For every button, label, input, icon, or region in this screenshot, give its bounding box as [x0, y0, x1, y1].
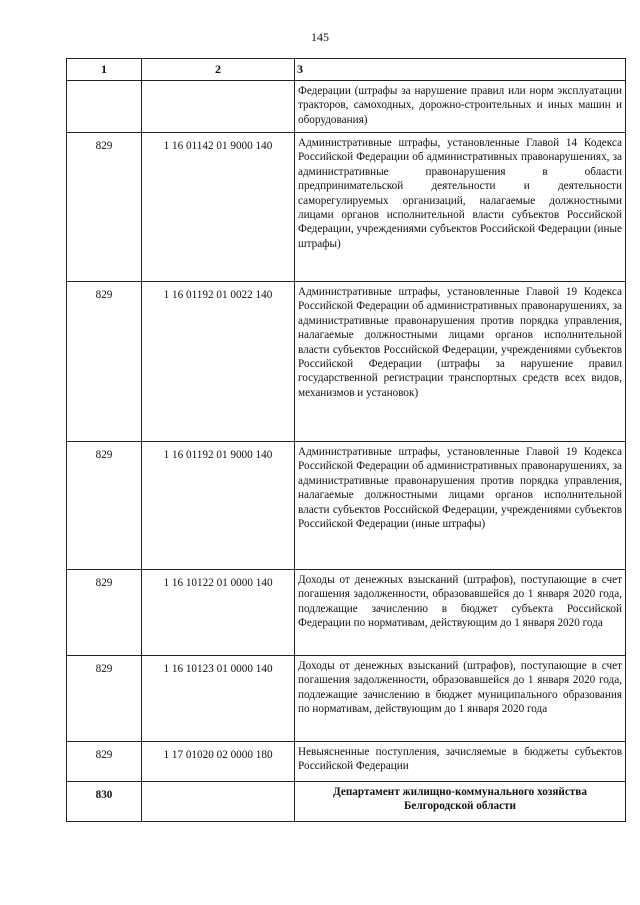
budget-code-cell: 1 17 01020 02 0000 180 — [142, 742, 295, 782]
admin-code-cell: 829 — [67, 133, 142, 282]
table-row — [67, 282, 626, 442]
admin-code-cell — [67, 81, 142, 133]
table-row — [67, 442, 626, 570]
budget-code-cell: 1 16 01142 01 9000 140 — [142, 133, 295, 282]
budget-code-cell: 1 16 01192 01 9000 140 — [142, 442, 295, 570]
header-col-1: 1 — [67, 59, 142, 81]
department-heading-row — [67, 782, 626, 822]
budget-code-cell — [142, 782, 295, 822]
header-col-2: 2 — [142, 59, 295, 81]
admin-code-cell: 829 — [67, 442, 142, 570]
table-row — [67, 570, 626, 656]
description-cell: Доходы от денежных взысканий (штрафов), поступающие в счет погашения задолженности, образовавшейся до 1 января 2020 года, подлежащие зачислению в бюджет субъекта Российской Федерации по нормативам, действующим до 1 января 2020 года — [295, 570, 626, 656]
department-name-cell: Департамент жилищно-коммунального хозяйства Белгородской области — [295, 782, 626, 822]
admin-code-cell: 829 — [67, 656, 142, 742]
budget-code-cell — [142, 81, 295, 133]
budget-code-table — [66, 58, 626, 822]
page-number: 145 — [311, 30, 329, 44]
description-cell: Административные штрафы, установленные Главой 19 Кодекса Российской Федерации об административных правонарушениях, за административные правонарушения против порядка управления, налагаемые должностными лицами органов исполнительной власти субъектов Российской Федерации, учреждениями субъектов Российской Федерации (штрафы за нарушение правил государственной регистрации транспортных средств всех видов, механизмов и установок) — [295, 282, 626, 442]
description-cell: Административные штрафы, установленные Главой 14 Кодекса Российской Федерации об административных правонарушениях, за административные правонарушения в области предпринимательской деятельности и деятельности саморегулируемых организаций, налагаемые должностными лицами органов исполнительной власти субъектов Российской Федерации, учреждениями субъектов Российской Федерации (иные штрафы) — [295, 133, 626, 282]
budget-code-cell: 1 16 01192 01 0022 140 — [142, 282, 295, 442]
budget-code-cell: 1 16 10122 01 0000 140 — [142, 570, 295, 656]
admin-code-cell: 829 — [67, 742, 142, 782]
header-col-3: 3 — [295, 59, 626, 81]
admin-code-cell: 829 — [67, 282, 142, 442]
table-row — [67, 133, 626, 282]
table-row — [67, 81, 626, 133]
table-row — [67, 742, 626, 782]
budget-code-cell: 1 16 10123 01 0000 140 — [142, 656, 295, 742]
description-cell: Доходы от денежных взысканий (штрафов), поступающие в счет погашения задолженности, образовавшейся до 1 января 2020 года, подлежащие зачислению в бюджет муниципального образования по нормативам, действующим до 1 января 2020 года — [295, 656, 626, 742]
description-cell: Федерации (штрафы за нарушение правил или норм эксплуатации тракторов, самоходных, дорожно-строительных и иных машин и оборудования) — [295, 81, 626, 133]
admin-code-cell: 829 — [67, 570, 142, 656]
description-cell: Невыясненные поступления, зачисляемые в бюджеты субъектов Российской Федерации — [295, 742, 626, 782]
description-cell: Административные штрафы, установленные Главой 19 Кодекса Российской Федерации об административных правонарушениях, за административные правонарушения против порядка управления, налагаемые должностными лицами органов исполнительной власти субъектов Российской Федерации, учреждениями субъектов Российской Федерации (иные штрафы) — [295, 442, 626, 570]
admin-code-cell: 830 — [67, 782, 142, 822]
table-header-row — [67, 59, 626, 81]
table-row — [67, 656, 626, 742]
